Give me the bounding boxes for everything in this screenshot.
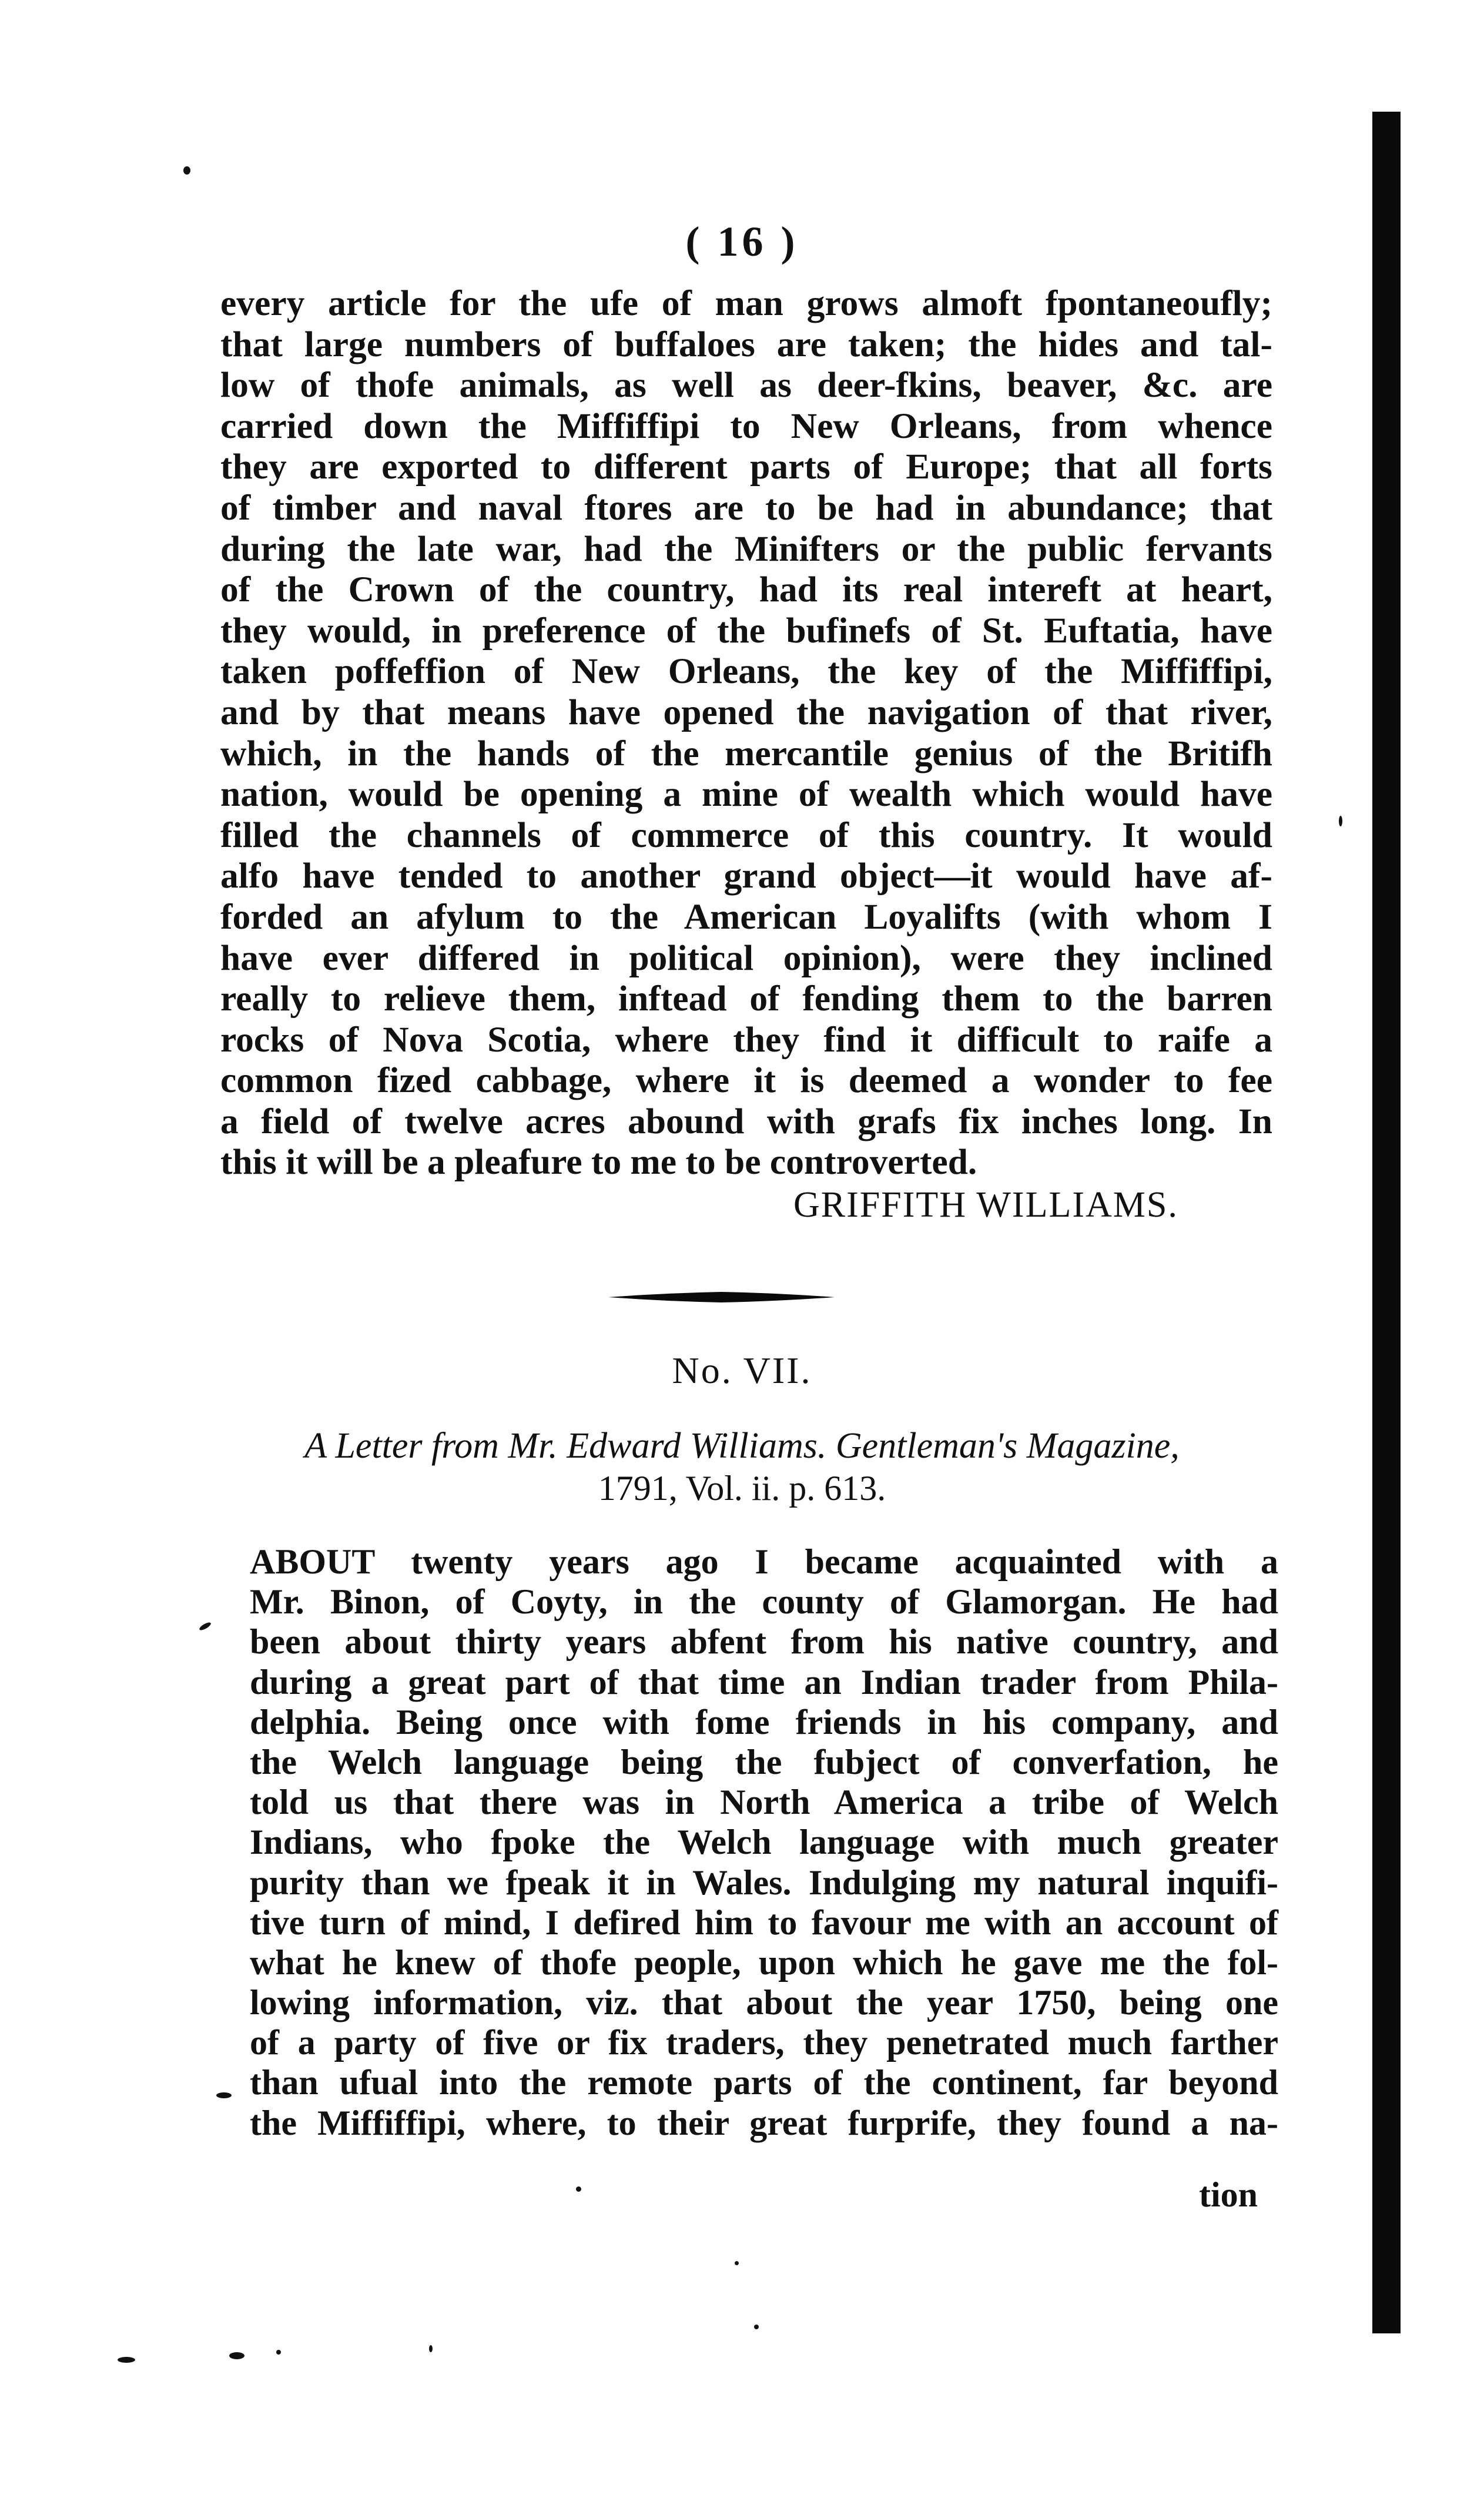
- text-line: they are exported to different parts of Europe; that all forts: [220, 447, 1272, 487]
- text-line: Mr. Binon, of Coyty, in the county of Glamorgan. He had: [250, 1582, 1278, 1622]
- page-number: ( 16 ): [685, 218, 799, 265]
- text-line: alfo have tended to another grand object—it would have af-: [220, 856, 1272, 896]
- text-line: this it will be a pleafure to me to be controverted.: [220, 1142, 977, 1183]
- text-line: the Miffiffipi, where, to their great furprife, they found a na-: [250, 2103, 1278, 2142]
- text-line: a field of twelve acres abound with grafs fix inches long. In: [220, 1101, 1272, 1141]
- ink-speck: [198, 1621, 212, 1632]
- text-line: low of thofe animals, as well as deer-fkins, beaver, &c. are: [220, 365, 1272, 406]
- text-line: forded an afylum to the American Loyalifts (with whom I: [220, 896, 1272, 937]
- catchword: tion: [1199, 2175, 1258, 2214]
- text-line: rocks of Nova Scotia, where they find it difficult to raife a: [220, 1019, 1272, 1060]
- letter-paragraph: [250, 1542, 1278, 2143]
- text-line: than ufual into the remote parts of the continent, far beyond: [250, 2063, 1278, 2102]
- text-line: during the late war, had the Minifters or the public fervants: [220, 528, 1272, 569]
- text-line: delphia. Being once with fome friends in his company, and: [250, 1702, 1278, 1742]
- text-line: ABOUT twenty years ago I became acquainted with a: [250, 1542, 1278, 1581]
- text-line: of the Crown of the country, had its real intereft at heart,: [220, 570, 1272, 610]
- text-line: what he knew of thofe people, upon which he gave me the fol-: [250, 1943, 1278, 1982]
- text-line: filled the channels of commerce of this country. It would: [220, 815, 1272, 855]
- section-heading: No. VII.: [672, 1349, 812, 1391]
- text-line: the Welch language being the fubject of converfation, he: [250, 1742, 1278, 1781]
- ink-speck: [216, 2092, 232, 2098]
- ink-speck: [1339, 816, 1342, 826]
- author-signature: GRIFFITH WILLIAMS.: [793, 1185, 1178, 1225]
- ink-speck: [229, 2352, 244, 2359]
- text-line: of timber and naval ftores are to be had in abundance; that: [220, 487, 1272, 528]
- letter-source-title: A Letter from Mr. Edward Williams. Gentleman's Magazine,: [304, 1426, 1180, 1466]
- ink-speck: [735, 2261, 739, 2265]
- text-line: carried down the Miffiffipi to New Orleans, from whence: [220, 406, 1272, 446]
- section-divider-rule: [608, 1291, 835, 1304]
- ink-speck: [576, 2186, 581, 2192]
- text-line: which, in the hands of the mercantile genius of the Britifh: [220, 733, 1272, 773]
- text-line: taken poffeffion of New Orleans, the key of the Miffiffipi,: [220, 651, 1272, 692]
- ink-speck: [118, 2357, 135, 2363]
- continued-paragraph: [220, 283, 1272, 1183]
- text-line: Indians, who fpoke the Welch language with much greater: [250, 1823, 1278, 1862]
- letter-source-citation: 1791, Vol. ii. p. 613.: [598, 1469, 886, 1508]
- text-line: lowing information, viz. that about the year 1750, being one: [250, 1983, 1278, 2022]
- text-line: that large numbers of buffaloes are taken; the hides and tal-: [220, 324, 1272, 364]
- text-line: nation, would be opening a mine of wealth which would have: [220, 774, 1272, 815]
- text-line: during a great part of that time an Indian trader from Phila-: [250, 1662, 1278, 1702]
- text-line: and by that means have opened the navigation of that river,: [220, 692, 1272, 732]
- ink-speck: [754, 2325, 759, 2329]
- text-line: tive turn of mind, I defired him to favour me with an account of: [250, 1903, 1278, 1942]
- text-line: been about thirty years abfent from his native country, and: [250, 1622, 1278, 1662]
- text-line: they would, in preference of the bufinefs of St. Euftatia, have: [220, 610, 1272, 651]
- text-line: purity than we fpeak it in Wales. Indulging my natural inquifi-: [250, 1863, 1278, 1902]
- text-line: of a party of five or fix traders, they penetrated much farther: [250, 2023, 1278, 2062]
- binding-edge: [1372, 112, 1401, 2333]
- text-line: every article for the ufe of man grows almoft fpontaneoufly;: [220, 283, 1272, 323]
- text-line: have ever differed in political opinion), were they inclined: [220, 937, 1272, 978]
- ink-speck: [429, 2345, 433, 2352]
- text-line: really to relieve them, inftead of fending them to the barren: [220, 979, 1272, 1019]
- text-line: told us that there was in North America a tribe of Welch: [250, 1783, 1278, 1822]
- text-line: common fized cabbage, where it is deemed a wonder to fee: [220, 1060, 1272, 1101]
- ink-speck: [183, 166, 190, 175]
- ink-speck: [276, 2350, 281, 2355]
